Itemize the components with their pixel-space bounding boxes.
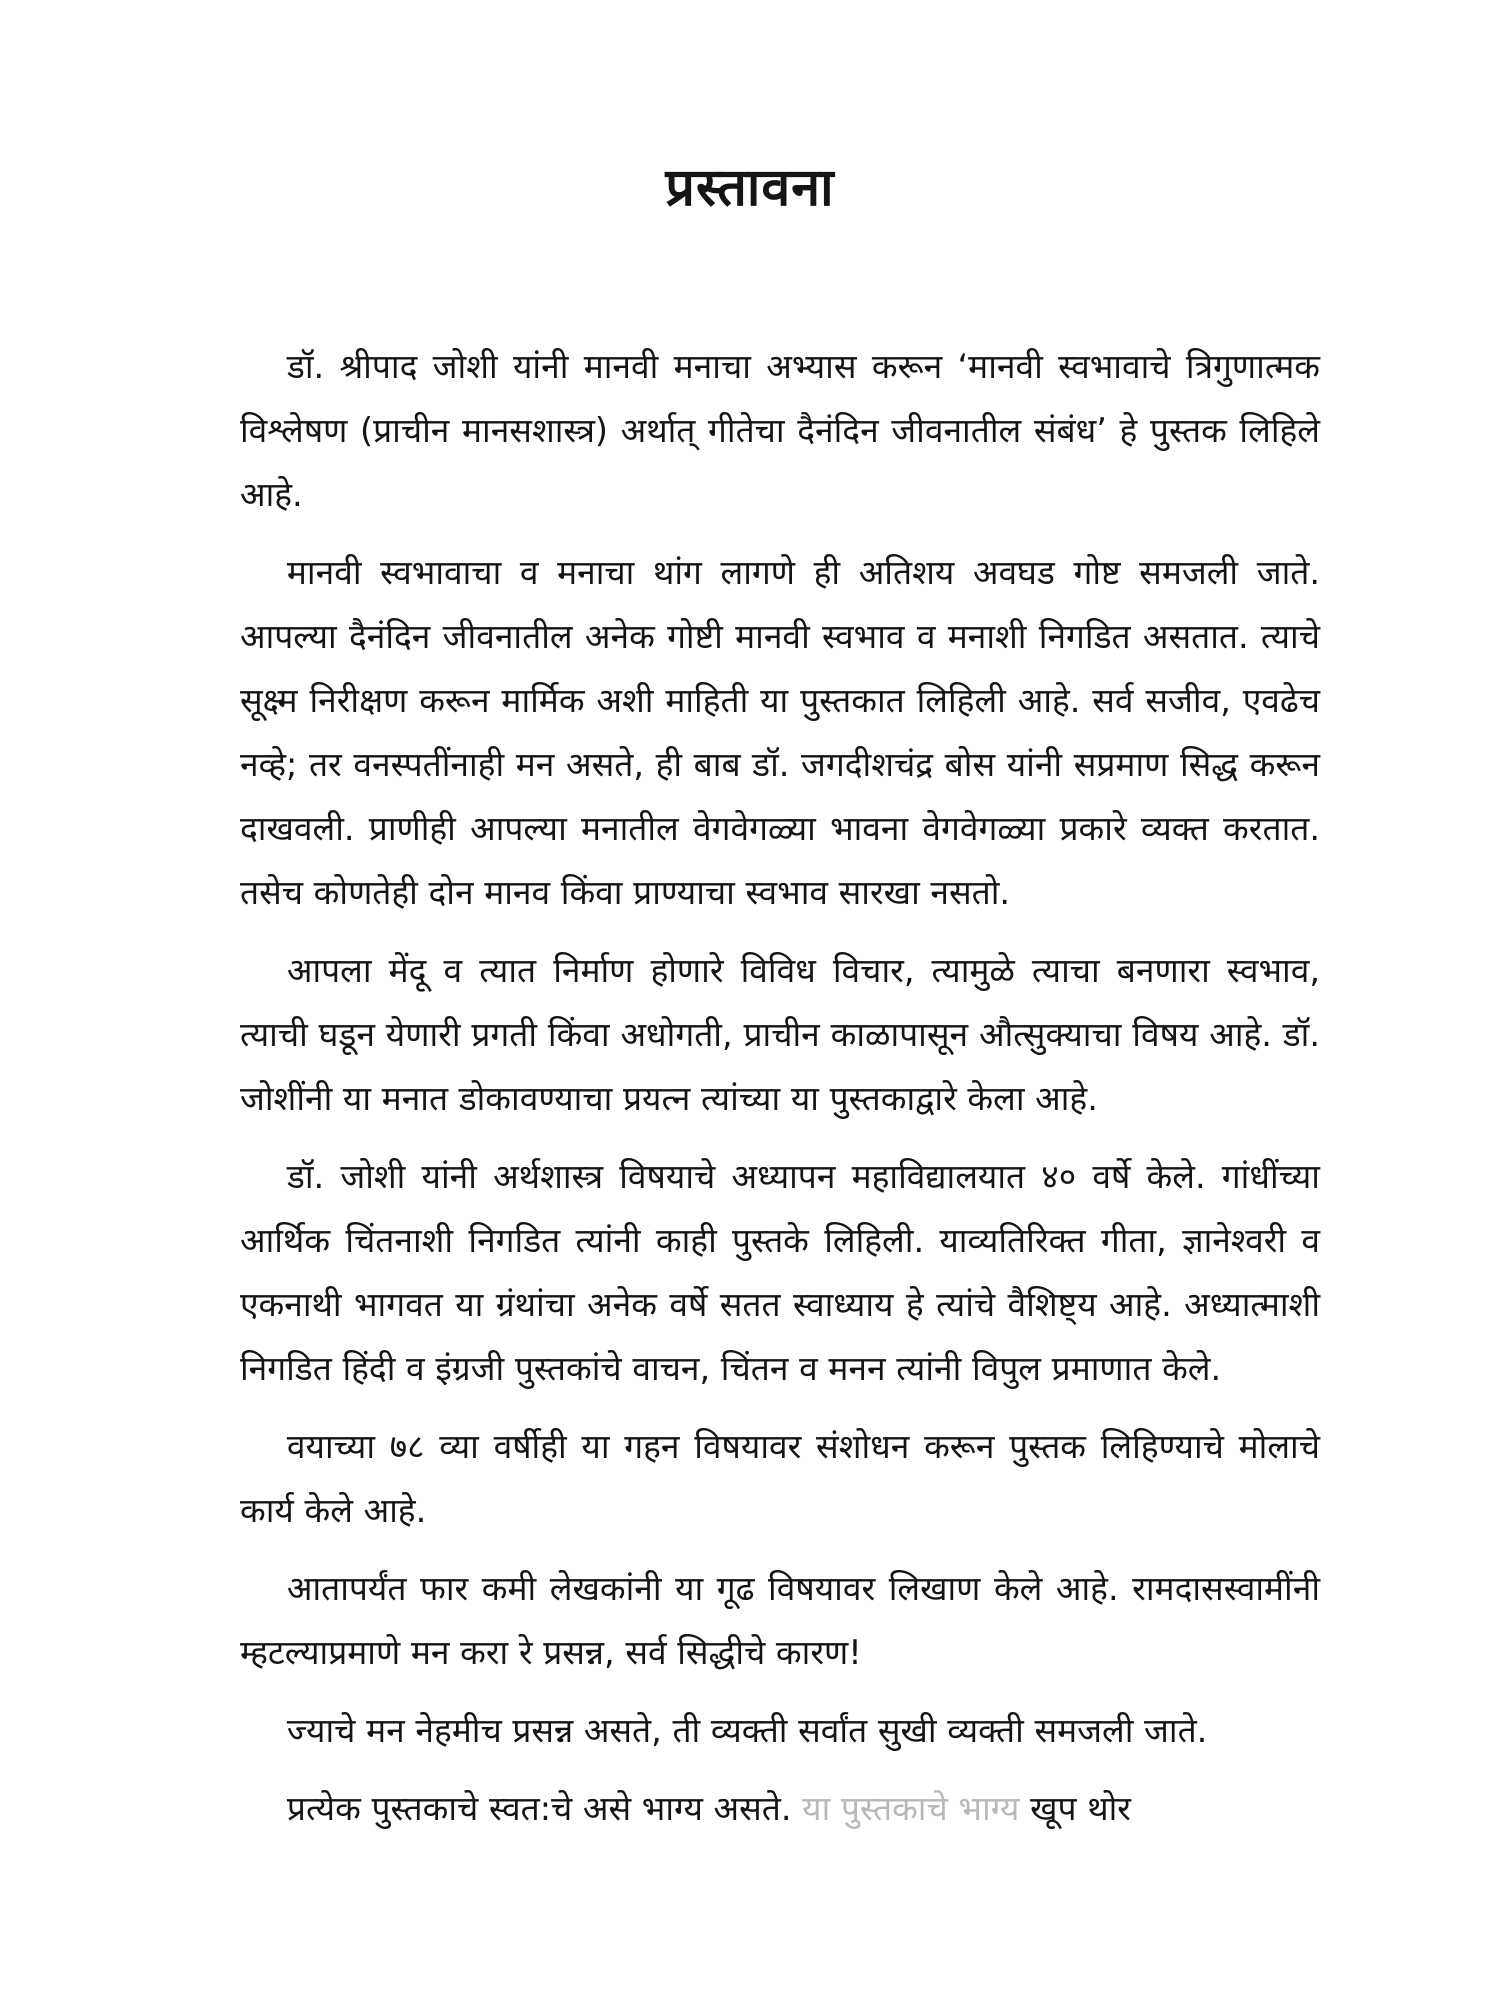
paragraph-8-faded-text: या पुस्तकाचे भाग्य [802,1789,1020,1828]
paragraph-8 [240,1777,1320,1841]
paragraph-8-start: प्रत्येक पुस्तकाचे स्वत:चे असे भाग्य असते. [286,1789,792,1828]
paragraph-3: आपला मेंदू व त्यात निर्माण होणारे विविध विचार, त्यामुळे त्याचा बनणारा स्वभाव, त्याची घडून येणारी प्रगती किंवा अधोगती, प्राचीन काळापासून औत्सुक्याचा विषय आहे. डॉ. जोशींनी या मनात डोकावण्याचा प्रयत्न त्यांच्या या पुस्तकाद्वारे केला आहे. [240,951,1320,1118]
page-title: प्रस्तावना [665,158,835,218]
body-text [240,335,1320,1855]
paragraph-1: डॉ. श्रीपाद जोशी यांनी मानवी मनाचा अभ्यास करून ‘मानवी स्वभावाचे त्रिगुणात्मक विश्लेषण (प्राचीन मानसशास्त्र) अर्थात् गीतेचा दैनंदिन जीवनातील संबंध’ हे पुस्तक लिहिले आहे. [240,347,1320,514]
paragraph-5: वयाच्या ७८ व्या वर्षीही या गहन विषयावर संशोधन करून पुस्तक लिहिण्याचे मोलाचे कार्य केले आहे. [240,1427,1320,1530]
paragraph-4: डॉ. जोशी यांनी अर्थशास्त्र विषयाचे अध्यापन महाविद्यालयात ४० वर्षे केले. गांधींच्या आर्थिक चिंतनाशी निगडित त्यांनी काही पुस्तके लिहिली. याव्यतिरिक्त गीता, ज्ञानेश्वरी व एकनाथी भागवत या ग्रंथांचा अनेक वर्षे सतत स्वाध्याय हे त्यांचे वैशिष्ट्य आहे. अध्यात्माशी निगडित हिंदी व इंग्रजी पुस्तकांचे वाचन, चिंतन व मनन त्यांनी विपुल प्रमाणात केले. [240,1157,1320,1388]
paragraph-8-end: खूप थोर [1030,1789,1132,1828]
paragraph-6: आतापर्यंत फार कमी लेखकांनी या गूढ विषयावर लिखाण केले आहे. रामदासस्वामींनी म्हटल्याप्रमाणे मन करा रे प्रसन्न, सर्व सिद्धीचे कारण! [240,1569,1320,1672]
paragraph-2: मानवी स्वभावाचा व मनाचा थांग लागणे ही अतिशय अवघड गोष्ट समजली जाते. आपल्या दैनंदिन जीवनातील अनेक गोष्टी मानवी स्वभाव व मनाशी निगडित असतात. त्याचे सूक्ष्म निरीक्षण करून मार्मिक अशी माहिती या पुस्तकात लिहिली आहे. सर्व सजीव, एवढेच नव्हे; तर वनस्पतींनाही मन असते, ही बाब डॉ. जगदीशचंद्र बोस यांनी सप्रमाण सिद्ध करून दाखवली. प्राणीही आपल्या मनातील वेगवेगळ्या भावना वेगवेगळ्या प्रकारे व्यक्त करतात. तसेच कोणतेही दोन मानव किंवा प्राण्याचा स्वभाव सारखा नसतो. [240,553,1320,912]
paragraph-7: ज्याचे मन नेहमीच प्रसन्न असते, ती व्यक्ती सर्वांत सुखी व्यक्ती समजली जाते. [286,1711,1208,1750]
